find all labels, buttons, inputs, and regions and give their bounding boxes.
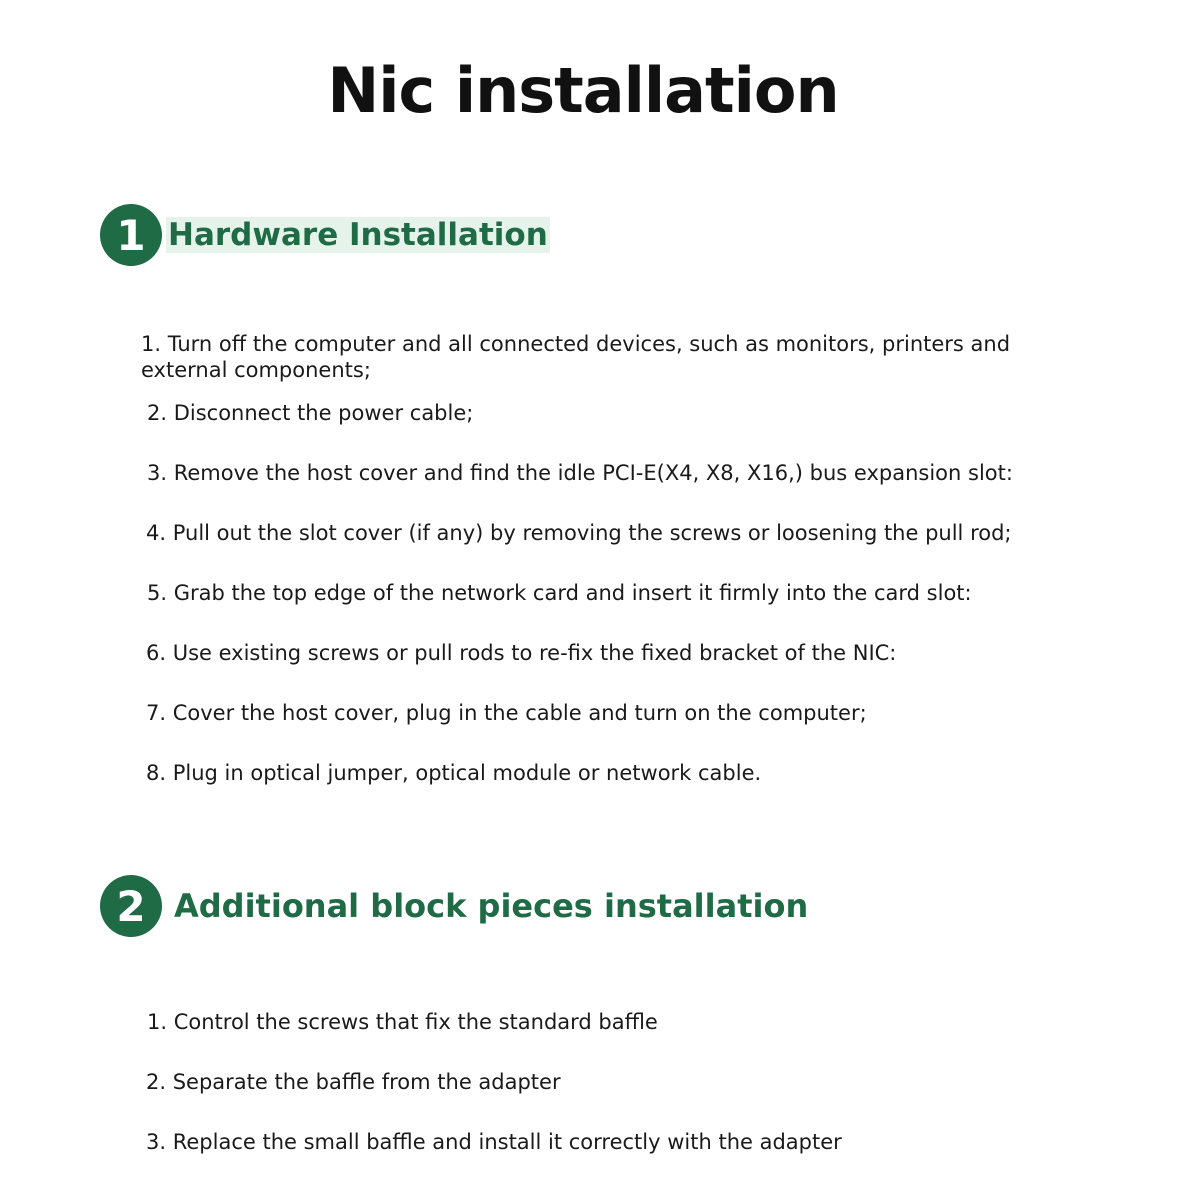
step-item: 2. Disconnect the power cable; xyxy=(147,401,474,425)
step-text-line: 1. Turn off the computer and all connected devices, such as monitors, printers and xyxy=(141,332,1011,356)
step-item: 1. Control the screws that fix the standard baffle xyxy=(147,1010,658,1034)
step-item: 5. Grab the top edge of the network card and insert it firmly into the card slot: xyxy=(147,581,972,605)
page-title: Nic installation xyxy=(327,54,839,127)
step-text-line: external components; xyxy=(141,358,371,382)
step-item: 2. Separate the baffle from the adapter xyxy=(146,1070,561,1094)
section-title: Hardware Installation xyxy=(168,217,548,253)
section-title: Additional block pieces installation xyxy=(174,887,809,925)
step-item: 8. Plug in optical jumper, optical module or network cable. xyxy=(146,761,762,785)
step-item: 3. Replace the small baffle and install it correctly with the adapter xyxy=(146,1130,842,1154)
step-item: 7. Cover the host cover, plug in the cable and turn on the computer; xyxy=(146,701,867,725)
step-item: 3. Remove the host cover and find the idle PCI-E(X4, X8, X16,) bus expansion slot: xyxy=(147,461,1013,485)
section-number-badge: 2 xyxy=(100,875,162,937)
section-number-badge: 1 xyxy=(100,204,162,266)
step-item: 6. Use existing screws or pull rods to re-fix the fixed bracket of the NIC: xyxy=(146,641,897,665)
step-item: 4. Pull out the slot cover (if any) by removing the screws or loosening the pull rod; xyxy=(146,521,1012,545)
